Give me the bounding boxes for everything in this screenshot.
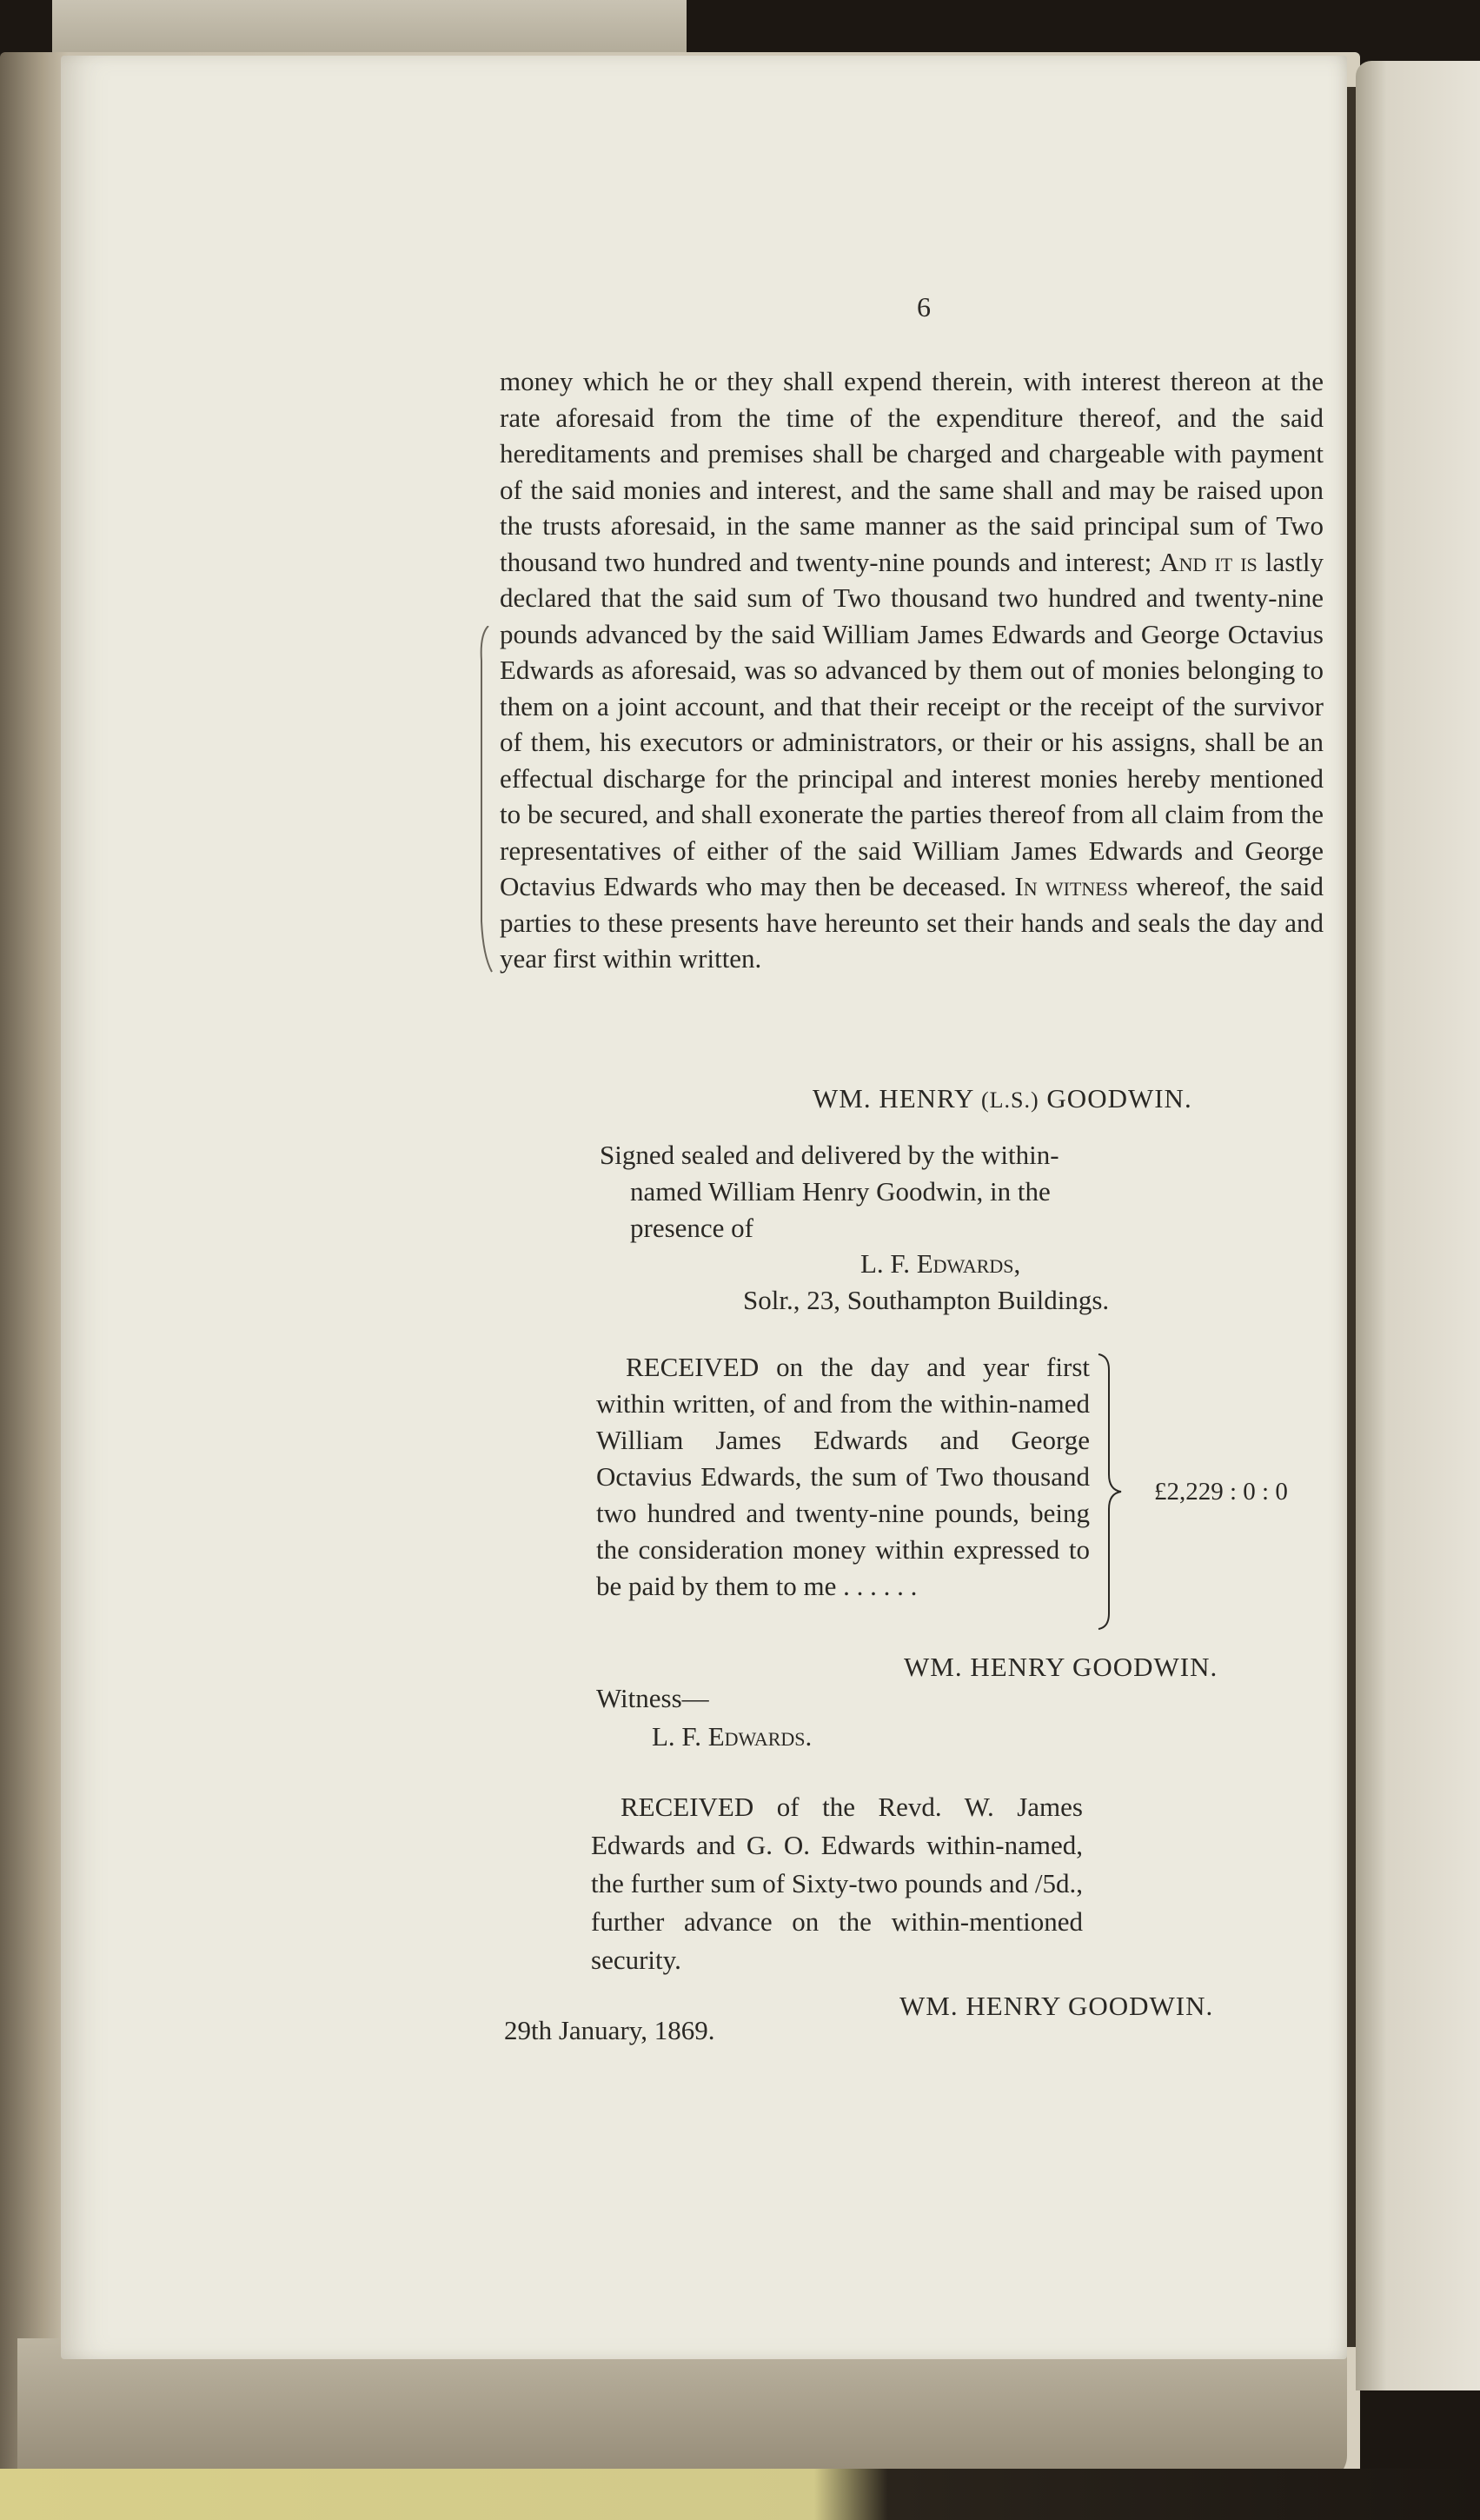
receipt-text: on the day and year first within written, of and from the within-named William James Edwards and George Octavius Edwards, the sum of Two thousand two hundred and twenty-nine pounds, being the consideration money within expressed to be paid by them to me . . . . . .: [596, 1352, 1090, 1601]
received-heading: RECEIVED: [621, 1792, 754, 1822]
witness-address: Solr., 23, Southampton Buildings.: [743, 1285, 1110, 1315]
receipt-text: of the Revd. W. James Edwards and G. O. Edwards within-named, the further sum of Sixty-two pounds and /5d., further advance on the within-mentioned security.: [591, 1792, 1083, 1975]
top-paper-scrap: [52, 0, 687, 54]
receipt-paragraph: [591, 1788, 1083, 1979]
receipt-signature: WM. HENRY GOODWIN.: [899, 1991, 1214, 2021]
witness-label: Witness—: [596, 1683, 709, 1713]
body-text-segment: whereof, the said parties to these presents have hereunto set their hands and seals the day and year first within written.: [500, 871, 1324, 974]
attestation-line: presence of: [630, 1213, 753, 1243]
attestation-clause: [600, 1137, 1147, 1247]
body-text-segment: lastly declared that the said sum of Two thousand two hundred and twenty-nine pounds advanced by the said William James Edwards and George Octavius Edwards as aforesaid, was so advanced by them out of monies belonging to them on a joint account, and that their receipt or the receipt of the survivor of them, his executors or administrators, or their or his assigns, shall be an effectual discharge for the principal and interest monies hereby mentioned to be secured, and shall exonerate the parties thereof from all claim from the representatives of either of the said William James Edwards and George Octavius Edwards who may then be deceased.: [500, 546, 1324, 901]
signature-block: [813, 1083, 1192, 1114]
desk-surface: [0, 2469, 1480, 2520]
receipt-paragraph: [596, 1349, 1090, 1605]
receipt-signature: WM. HENRY GOODWIN.: [904, 1652, 1218, 1682]
page-number: 6: [917, 291, 931, 322]
witness-name: L. F. Edwards.: [652, 1721, 813, 1752]
facing-page-edge: [1356, 61, 1480, 2390]
body-paragraph: [500, 363, 1324, 977]
in-witness-phrase: In witness: [1014, 871, 1129, 901]
witness-name: L. F. Edwards,: [860, 1248, 1021, 1279]
attestation-line: named William Henry Goodwin, in the: [630, 1176, 1051, 1207]
received-heading: RECEIVED: [626, 1352, 760, 1382]
seal-mark: (L.S.): [981, 1087, 1039, 1113]
and-it-is-phrase: And it is: [1159, 546, 1258, 577]
body-text-segment: money which he or they shall expend therein, with interest thereon at the rate aforesaid from the time of the expenditure thereof, and the said hereditaments and premises shall be charged and chargeable with payment of the said monies and interest, and the same shall and may be raised upon the trusts aforesaid, in the same manner as the said principal sum of Two thousand two hundred and twenty-nine pounds and interest;: [500, 366, 1324, 577]
margin-bracket-mark: [476, 626, 494, 974]
document-date: 29th January, 1869.: [504, 2015, 715, 2045]
book-bottom-edge: [17, 2338, 1347, 2482]
curly-brace: [1097, 1353, 1123, 1631]
attestation-line: Signed sealed and delivered by the within-: [600, 1140, 1059, 1170]
signature-last: GOODWIN.: [1046, 1083, 1192, 1114]
receipt-amount: £2,229 : 0 : 0: [1154, 1478, 1288, 1506]
signature-first: WM. HENRY: [813, 1083, 974, 1114]
